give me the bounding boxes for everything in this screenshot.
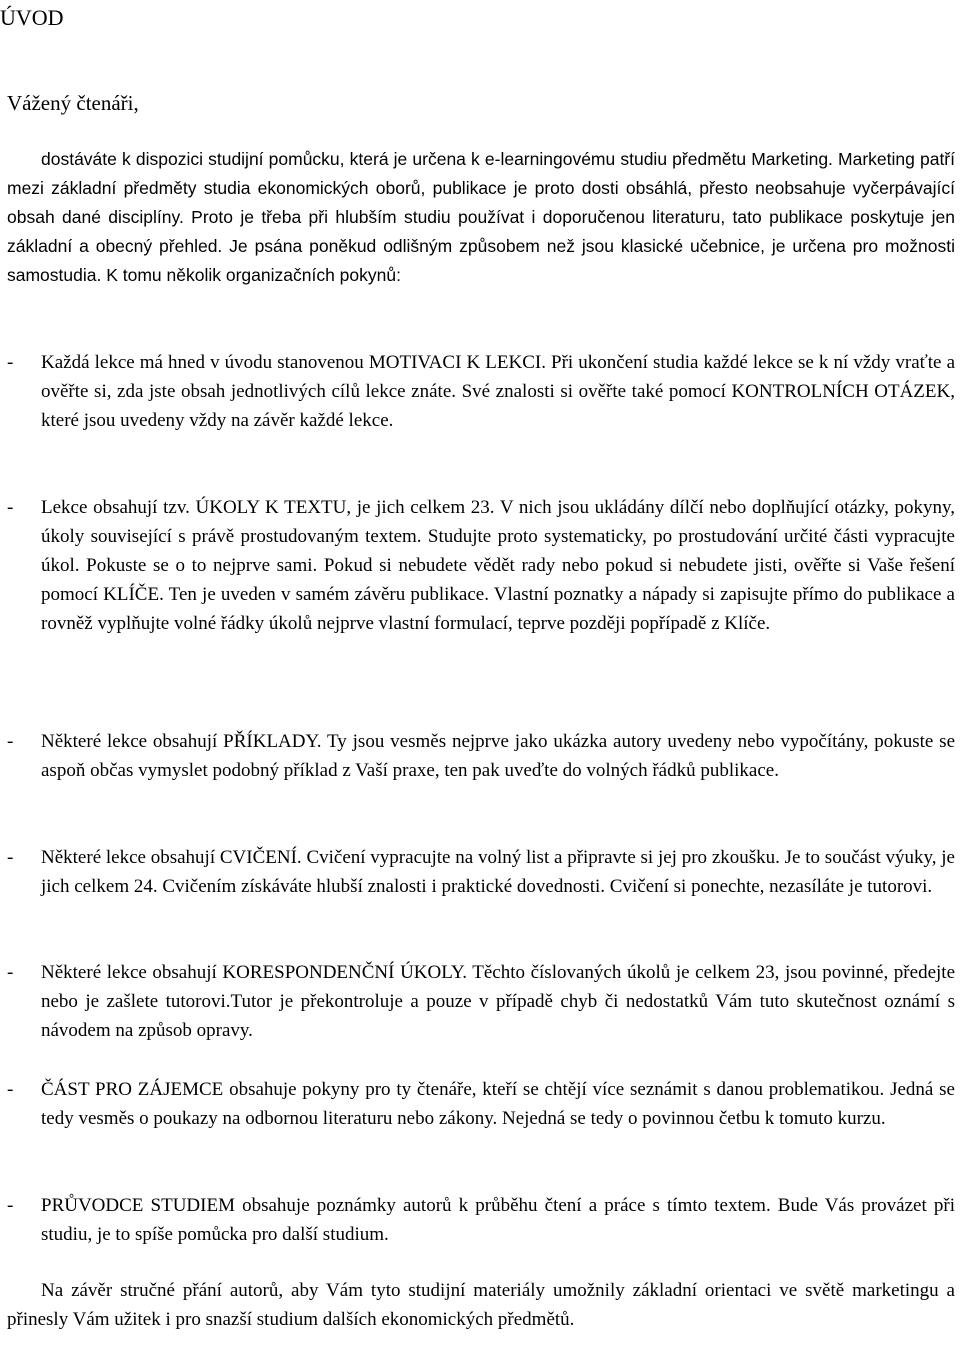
bullet-dash: - [7,497,14,518]
bullet-priklady [7,727,955,785]
bullet-text: Každá lekce má hned v úvodu stanovenou MOTIVACI K LEKCI. Při ukončení studia každé lekce se k ní vždy vraťte a ověřte si, zda jste obsah jednotlivých cílů lekce znáte. Své znalosti si ověřte také pomocí KONTROLNÍCH OTÁZEK, které jsou uvedeny vždy na závěr každé lekce. [41,352,955,431]
bullet-korespondencni-ukoly [7,958,955,1045]
bullet-dash: - [7,962,14,983]
closing-text: Na závěr stručné přání autorů, aby Vám tyto studijní materiály umožnily základní orientaci ve světě marketingu a přinesly Vám užitek i pro snazší studium dalších ekonomických předmětů. [7,1280,955,1330]
intro-paragraph [7,145,955,290]
bullet-pruvodce-studiem [7,1191,955,1249]
page-title: ÚVOD [0,5,64,30]
bullet-dash: - [7,1195,14,1216]
bullet-cviceni [7,843,955,901]
bullet-dash: - [7,1079,14,1100]
bullet-ukoly-k-textu [7,493,955,638]
intro-text: dostáváte k dispozici studijní pomůcku, která je určena k e-learningovému studiu předmětu Marketing. Marketing patří mezi základní předměty studia ekonomických oborů, publikace je proto dosti obsáhlá, přesto neobsahuje vyčerpávající obsah dané disciplíny. Proto je třeba při hlubším studiu používat i doporučenou literaturu, tato publikace poskytuje jen základní a obecný přehled. Je psána poněkud odlišným způsobem než jsou klasické učebnice, je určena pro možnosti samostudia. K tomu několik organizačních pokynů: [7,149,955,285]
bullet-dash: - [7,352,14,373]
bullet-text: Některé lekce obsahují KORESPONDENČNÍ ÚKOLY. Těchto číslovaných úkolů je celkem 23, jsou povinné, předejte nebo je zašlete tutorovi.Tutor je překontroluje a pouze v případě chyb či nedostatků Vám tuto skutečnost oznámí s návodem na způsob opravy. [41,962,955,1041]
closing-paragraph [7,1276,955,1334]
greeting: Vážený čtenáři, [7,91,139,115]
bullet-motivace [7,348,955,435]
bullet-text: Lekce obsahují tzv. ÚKOLY K TEXTU, je jich celkem 23. V nich jsou ukládány dílčí nebo doplňující otázky, pokyny, úkoly související s právě prostudovaným textem. Studujte proto systematicky, po prostudování určité části vypracujte úkol. Pokuste se o to nejprve sami. Pokud si nebudete vědět rady nebo pokud si nebudete jisti, ověřte si Vaše řešení pomocí KLÍČE. Ten je uveden v samém závěru publikace. Vlastní poznatky a nápady si zapisujte přímo do publikace a rovněž vyplňujte volné řádky úkolů nejprve vlastní formulací, teprve později popřípadě z Klíče. [41,497,955,634]
bullet-cast-pro-zajemce [7,1075,955,1133]
bullet-text: Některé lekce obsahují CVIČENÍ. Cvičení vypracujte na volný list a připravte si jej pro zkoušku. Je to součást výuky, je jich celkem 24. Cvičením získáváte hlubší znalosti i praktické dovednosti. Cvičení si ponechte, nezasíláte je tutorovi. [41,847,955,897]
bullet-text: PRŮVODCE STUDIEM obsahuje poznámky autorů k průběhu čtení a práce s tímto textem. Bude Vás provázet při studiu, je to spíše pomůcka pro další studium. [41,1195,955,1245]
bullet-dash: - [7,847,14,868]
bullet-text: ČÁST PRO ZÁJEMCE obsahuje pokyny pro ty čtenáře, kteří se chtějí více seznámit s danou problematikou. Jedná se tedy vesměs o poukazy na odbornou literaturu nebo zákony. Nejedná se tedy o povinnou četbu k tomuto kurzu. [41,1079,955,1129]
bullet-dash: - [7,731,14,752]
bullet-text: Některé lekce obsahují PŘÍKLADY. Ty jsou vesměs nejprve jako ukázka autory uvedeny nebo vypočítány, pokuste se aspoň občas vymyslet podobný příklad z Vaší praxe, ten pak uveďte do volných řádků publikace. [41,731,955,781]
